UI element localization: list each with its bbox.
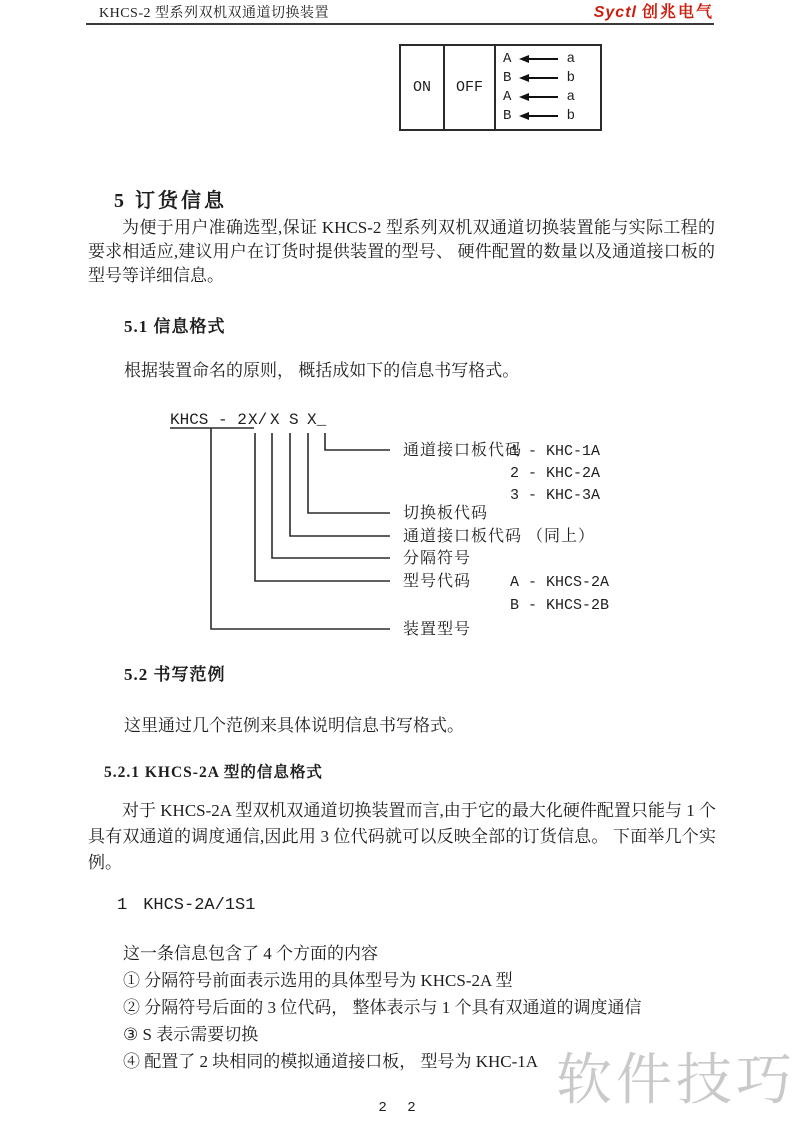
section-5-heading: 5 订货信息 <box>114 190 227 212</box>
table-row <box>503 88 593 106</box>
table-cell-on: ON <box>401 46 445 129</box>
page-header <box>86 3 714 22</box>
left-arrow-icon <box>519 55 558 63</box>
section-5-2-1-heading: 5.2.1 KHCS-2A 型的信息格式 <box>104 764 323 781</box>
channel-code-1: 1 - KHC-1A <box>510 443 601 460</box>
src-label: a <box>566 89 575 106</box>
dst-label: A <box>503 89 512 106</box>
switch-mapping-table <box>399 44 602 131</box>
brand-logo-chinese: 创兆电气 <box>641 4 714 21</box>
left-arrow-icon <box>519 93 558 101</box>
leader-channel-board <box>325 433 390 450</box>
watermark: 软件技巧 <box>556 1048 796 1113</box>
table-arrow-column <box>496 46 600 129</box>
leader-device-model <box>211 428 390 629</box>
leader-channel-board-same <box>290 433 390 536</box>
dst-label: A <box>503 50 512 67</box>
src-label: b <box>566 108 575 125</box>
channel-code-3: 3 - KHC-3A <box>510 487 601 504</box>
document-title: KHCS-2 型系列双机双通道切换装置 <box>99 6 330 21</box>
src-label: b <box>566 69 575 86</box>
list-item: ③ S 表示需要切换 <box>123 1025 259 1044</box>
naming-format-diagram <box>0 405 760 650</box>
label-separator: 分隔符号 <box>403 550 472 567</box>
model-code-a: A - KHCS-2A <box>510 574 610 591</box>
page-number: 2 2 <box>378 1100 422 1116</box>
header-divider <box>86 23 714 25</box>
list-item: ④ 配置了 2 块相同的模拟通道接口板， 型号为 KHC-1A <box>123 1052 539 1071</box>
label-channel-board: 通道接口板代码 <box>403 442 523 459</box>
section-5-paragraph: 为便于用户准确选型,保证 KHCS-2 型系列双机双通道切换装置能与实际工程的要求相适应,建议用户在订货时提供装置的型号、 硬件配置的数量以及通道接口板的型号等详细信息。 <box>88 218 715 285</box>
format-channel2-x: X_ <box>307 411 327 429</box>
left-arrow-icon <box>519 74 558 82</box>
section-5-2-heading: 5.2 书写范例 <box>124 665 226 684</box>
model-code-b: B - KHCS-2B <box>510 597 610 614</box>
brand-logo-latin: Syctl <box>593 4 637 21</box>
table-row <box>503 107 593 125</box>
dst-label: B <box>503 108 512 125</box>
section-5-1-paragraph: 根据装置命名的原则， 概括成如下的信息书写格式。 <box>124 361 520 380</box>
table-row <box>503 50 593 68</box>
label-switch-board: 切换板代码 <box>403 505 489 522</box>
table-cell-off: OFF <box>445 46 496 129</box>
list-item: ① 分隔符号前面表示选用的具体型号为 KHCS-2A 型 <box>123 971 513 990</box>
label-device-model: 装置型号 <box>403 621 472 638</box>
format-switch-s: S <box>289 411 299 429</box>
brand-logo <box>594 0 714 22</box>
src-label: a <box>566 50 575 67</box>
example-heading <box>117 896 255 915</box>
label-model-code: 型号代码 <box>403 573 472 590</box>
example-index: 1 <box>117 896 128 915</box>
list-item: ② 分隔符号后面的 3 位代码， 整体表示与 1 个具有双通道的调度通信 <box>123 998 642 1017</box>
section-5-2-paragraph: 这里通过几个范例来具体说明信息书写格式。 <box>124 716 464 735</box>
table-row <box>503 69 593 87</box>
format-base: KHCS - 2 <box>170 411 247 429</box>
left-arrow-icon <box>519 112 558 120</box>
dst-label: B <box>503 69 512 86</box>
label-channel-board-same: 通道接口板代码 （同上） <box>403 528 596 545</box>
section-5-2-1-paragraph: 对于 KHCS-2A 型双机双通道切换装置而言,由于它的最大化硬件配置只能与 1 个具有双通道的调度通信,因此用 3 位代码就可以反映全部的订货信息。 下面举几个实例。 <box>88 801 716 872</box>
section-5-1-heading: 5.1 信息格式 <box>124 317 226 336</box>
format-model-x: X/ <box>248 411 268 429</box>
channel-code-2: 2 - KHC-2A <box>510 465 601 482</box>
leader-switch-board <box>308 433 390 513</box>
format-channel-x: X <box>270 411 280 429</box>
list-intro: 这一条信息包含了 4 个方面的内容 <box>123 944 378 963</box>
example-code: KHCS-2A/1S1 <box>143 896 256 915</box>
